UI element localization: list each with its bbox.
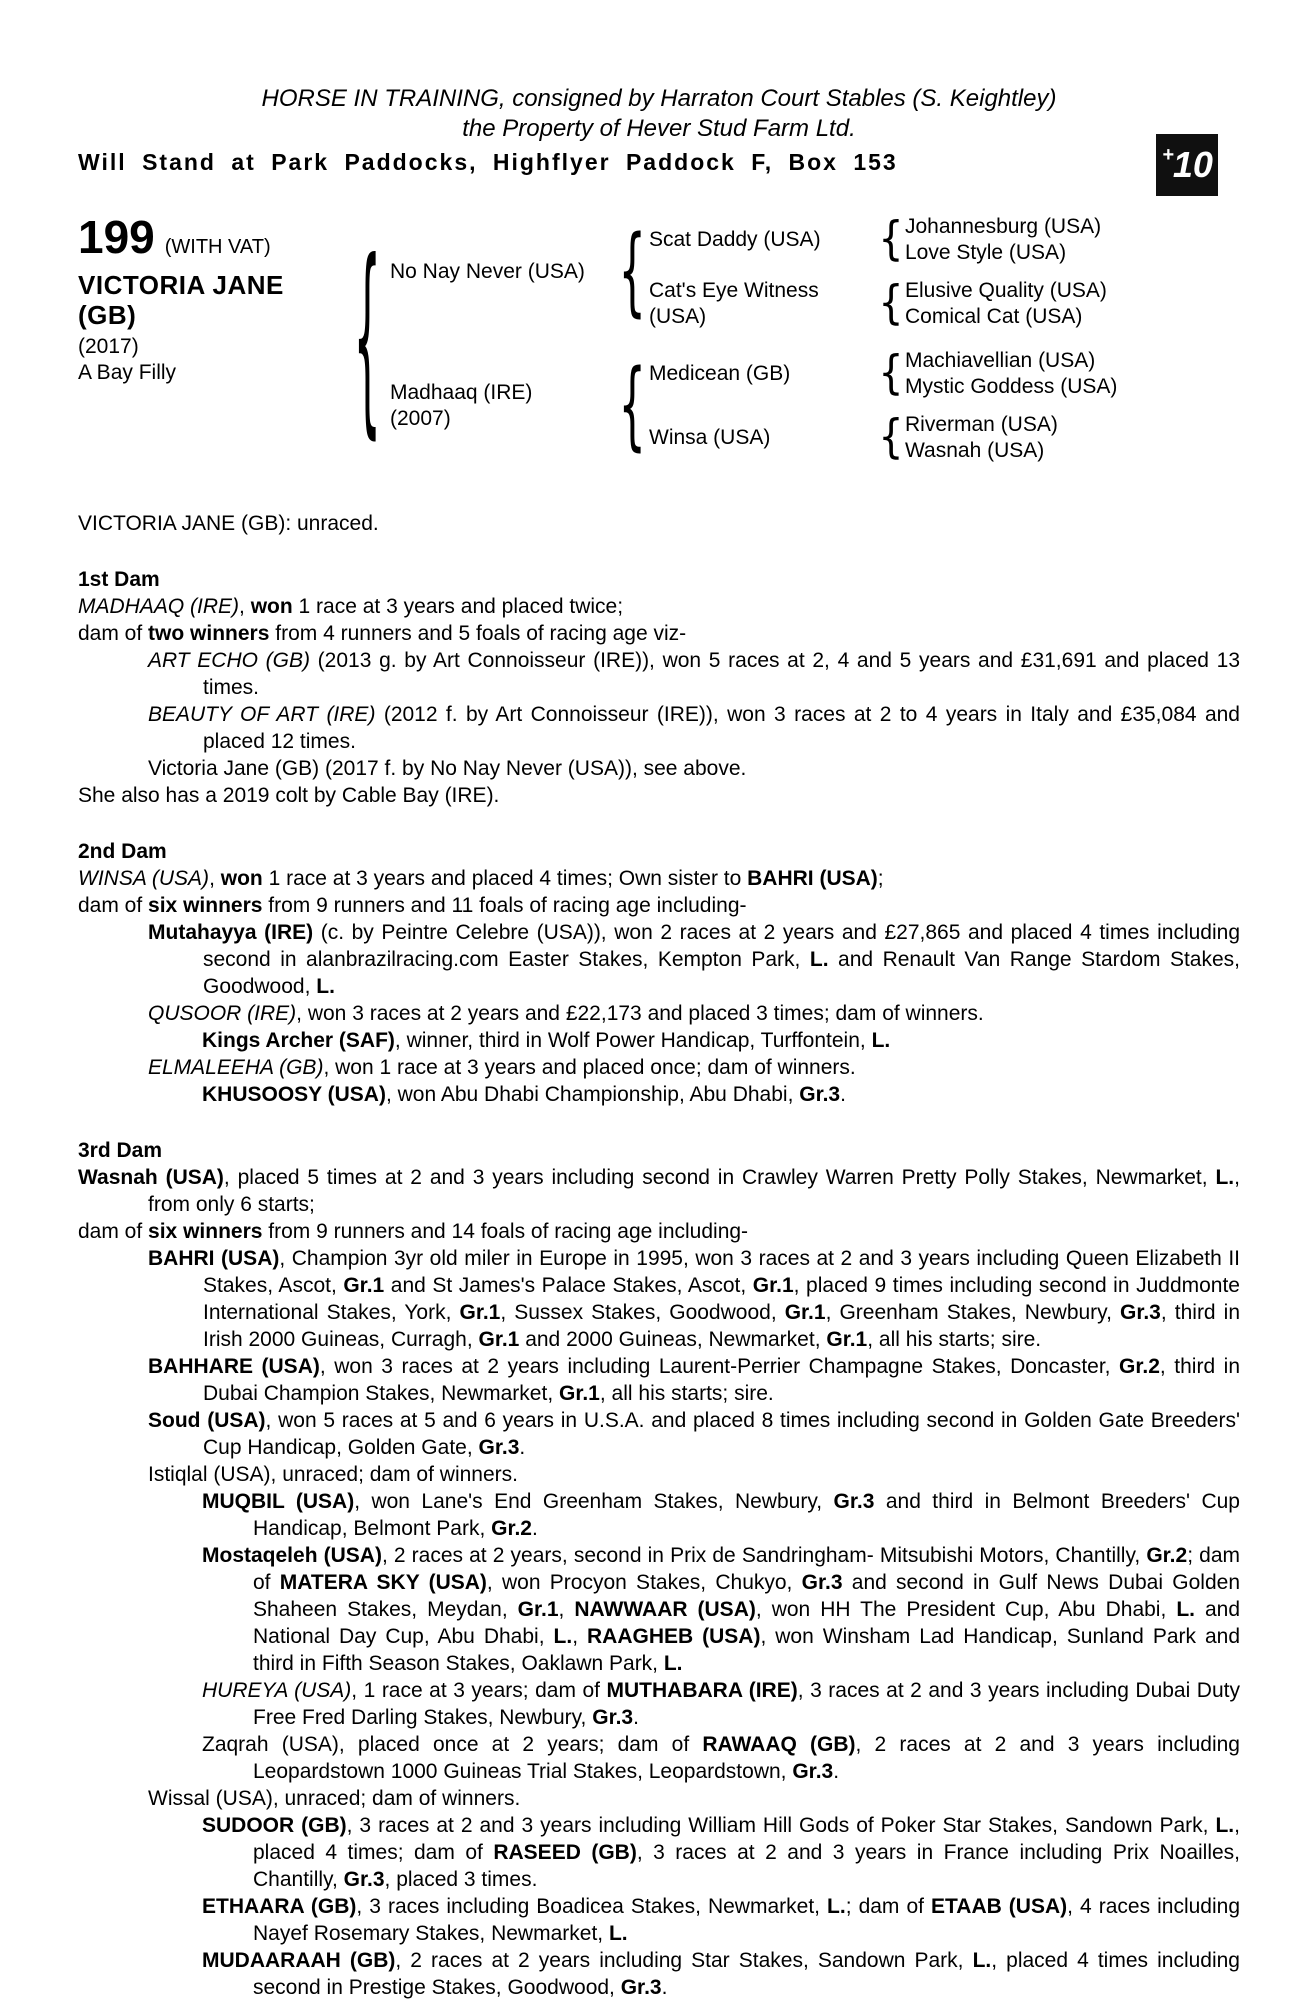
foaling-year: (2017) <box>78 335 139 358</box>
property-line: the Property of Hever Stud Farm Ltd. <box>462 115 856 142</box>
gen3-brace <box>877 361 905 387</box>
body-paragraph: Wissal (USA), unraced; dam of winners. <box>148 1787 521 1810</box>
body-paragraph: dam of two winners from 4 runners and 5 foals of racing age viz- <box>78 622 687 645</box>
body-paragraph: ART ECHO (GB) (2013 g. by Art Connoisseur (IRE)), won 5 races at 2, 4 and 5 years and £31,691 and placed 13 times. <box>148 649 1241 699</box>
dam-name-line: Madhaaq (IRE) <box>390 381 533 404</box>
great-grandparent-name: Comical Cat (USA) <box>905 305 1083 328</box>
body-paragraph: HUREYA (USA), 1 race at 3 years; dam of MUTHABARA (IRE), 3 races at 2 and 3 years including Dubai Duty Free Fred Darling Stakes, Newbury, Gr.3. <box>202 1679 1240 1729</box>
great-grandparent-name: Johannesburg (USA) <box>905 215 1102 238</box>
body-paragraph: BAHHARE (USA), won 3 races at 2 years including Laurent-Perrier Champagne Stakes, Doncaster, Gr.2, third in Dubai Champion Stakes, Newmarket, Gr.1, all his starts; sire. <box>148 1355 1241 1405</box>
horse-name <box>78 270 350 330</box>
body-paragraph: MUDAARAAH (GB), 2 races at 2 years including Star Stakes, Sandown Park, L., placed 4 times including second in Prestige Stakes, Goodwood, Gr.3. <box>202 1949 1240 1999</box>
body-paragraph: BAHRI (USA), Champion 3yr old miler in Europe in 1995, won 3 races at 2 and 3 years including Queen Elizabeth II Stakes, Ascot, Gr.1 and St James's Palace Stakes, Ascot, Gr.1, placed 9 times including second in Juddmonte International Stakes, York, Gr.1, Sussex Stakes, Goodwood, Gr.1, Greenham Stakes, Newbury, Gr.3, third in Irish 2000 Guineas, Curragh, Gr.1 and 2000 Guineas, Newmarket, Gr.1, all his starts; sire. <box>148 1247 1241 1351</box>
badge-number: 10 <box>1172 144 1213 185</box>
plus-sign: + <box>1162 144 1174 166</box>
body-paragraph: WINSA (USA), won 1 race at 3 years and placed 4 times; Own sister to BAHRI (USA); <box>78 867 884 890</box>
grandparent-name: Scat Daddy (USA) <box>649 228 821 251</box>
granddam-group <box>649 412 1240 464</box>
lot-info <box>78 211 350 386</box>
grandparent-name: Medicean (GB) <box>649 362 791 385</box>
gen3-brace <box>877 425 905 451</box>
body-paragraph: Victoria Jane (GB) (2017 f. by No Nay Never (USA)), see above. <box>148 757 747 780</box>
grandsire-group <box>649 348 1240 400</box>
horse-name-suffix: (GB) <box>78 300 137 330</box>
horse-description: A Bay Filly <box>78 361 177 384</box>
body-paragraph: Zaqrah (USA), placed once at 2 years; dam of RAWAAQ (GB), 2 races at 2 and 3 years including Leopardstown 1000 Guineas Trial Stakes, Leopardstown, Gr.3. <box>202 1733 1240 1783</box>
great-grandparent-name: Mystic Goddess (USA) <box>905 375 1118 398</box>
gen3-brace <box>877 227 905 253</box>
great-grandparent-name: Riverman (USA) <box>905 413 1058 436</box>
great-grandparent-name: Elusive Quality (USA) <box>905 279 1107 302</box>
body-paragraph: Mutahayya (IRE) (c. by Peintre Celebre (USA)), won 2 races at 2 years and £27,865 and placed 4 times including second in alanbrazilracing.com Easter Stakes, Kempton Park, L. and Renault Van Range Stardom Stakes, Goodwood, L. <box>148 921 1240 998</box>
body-paragraph: dam of six winners from 9 runners and 11 foals of racing age including- <box>78 894 747 917</box>
great-grandparent-name: Wasnah (USA) <box>905 439 1045 462</box>
body-paragraph: Wasnah (USA), placed 5 times at 2 and 3 years including second in Crawley Warren Pretty Polly Stakes, Newmarket, L., from only 6 starts; <box>78 1166 1240 1216</box>
sire-name: No Nay Never (USA) <box>390 260 585 283</box>
section-heading: 1st Dam <box>78 568 160 591</box>
body-paragraph: Soud (USA), won 5 races at 5 and 6 years in U.S.A. and placed 8 times including second in Golden Gate Breeders' Cup Handicap, Golden Gate, Gr.3. <box>148 1409 1240 1459</box>
body-paragraph: KHUSOOSY (USA), won Abu Dhabi Championship, Abu Dhabi, Gr.3. <box>202 1083 846 1106</box>
body-paragraph: MUQBIL (USA), won Lane's End Greenham Stakes, Newbury, Gr.3 and third in Belmont Breeders' Cup Handicap, Belmont Park, Gr.2. <box>202 1490 1240 1540</box>
lot-number: 199 <box>78 211 155 263</box>
plus10-badge <box>1156 134 1218 196</box>
body-paragraph: ETHAARA (GB), 3 races including Boadicea Stakes, Newmarket, L.; dam of ETAAB (USA), 4 races including Nayef Rosemary Stakes, Newmarket, L. <box>202 1895 1240 1945</box>
dam-parents-brace <box>615 393 649 419</box>
pedigree-text <box>78 510 1240 2000</box>
vat-note: (WITH VAT) <box>164 236 271 258</box>
sire-group <box>384 214 1240 330</box>
consignor-line: HORSE IN TRAINING, consigned by Harraton Court Stables (S. Keightley) <box>261 85 1057 112</box>
body-paragraph: ELMALEEHA (GB), won 1 race at 3 years and placed once; dam of winners. <box>148 1056 856 1079</box>
gen3-brace <box>877 291 905 317</box>
dam-name <box>384 380 615 432</box>
dam-year: (2007) <box>390 407 451 430</box>
body-paragraph: dam of six winners from 9 runners and 14 foals of racing age including- <box>78 1220 749 1243</box>
body-paragraph: She also has a 2019 colt by Cable Bay (IRE). <box>78 784 500 807</box>
section-heading: 3rd Dam <box>78 1139 163 1162</box>
body-paragraph: BEAUTY OF ART (IRE) (2012 f. by Art Connoisseur (IRE)), won 3 races at 2 to 4 years in Italy and £35,084 and placed 12 times. <box>148 703 1240 753</box>
dam-group <box>384 348 1240 464</box>
grandparent-name: Winsa (USA) <box>649 426 771 449</box>
gen1-brace <box>350 326 384 352</box>
body-paragraph: MADHAAQ (IRE), won 1 race at 3 years and placed twice; <box>78 595 624 618</box>
pedigree-table <box>78 211 1240 464</box>
grandsire-group <box>649 214 1240 266</box>
grandparent-name: Cat's Eye Witness (USA) <box>649 279 819 328</box>
body-paragraph: SUDOOR (GB), 3 races at 2 and 3 years including William Hill Gods of Poker Star Stakes, Sandown Park, L., placed 4 times; dam of RASEED (GB), 3 races at 2 and 3 years in France including Prix Noailles, Chantilly, Gr.3, placed 3 times. <box>202 1814 1241 1891</box>
body-paragraph: VICTORIA JANE (GB): unraced. <box>78 512 379 535</box>
great-grandparent-name: Love Style (USA) <box>905 241 1067 264</box>
section-heading: 2nd Dam <box>78 840 167 863</box>
granddam-group <box>649 278 1240 330</box>
body-paragraph: QUSOOR (IRE), won 3 races at 2 years and £22,173 and placed 3 times; dam of winners. <box>148 1002 984 1025</box>
body-paragraph: Kings Archer (SAF), winner, third in Wolf Power Handicap, Turffontein, L. <box>202 1029 891 1052</box>
body-paragraph: Istiqlal (USA), unraced; dam of winners. <box>148 1463 518 1486</box>
body-paragraph: Mostaqeleh (USA), 2 races at 2 years, second in Prix de Sandringham- Mitsubishi Motors, Chantilly, Gr.2; dam of MATERA SKY (USA), won Procyon Stakes, Chukyo, Gr.3 and second in Gulf News Dubai Golden Shaheen Stakes, Meydan, Gr.1, NAWWAAR (USA), won HH The President Cup, Abu Dhabi, L. and National Day Cup, Abu Dhabi, L., RAAGHEB (USA), won Winsham Lad Handicap, Sunland Park and third in Fifth Season Stakes, Oaklawn Park, L. <box>202 1544 1241 1675</box>
horse-name-line1: VICTORIA JANE <box>78 270 284 300</box>
sire-parents-brace <box>615 259 649 285</box>
great-grandparent-name: Machiavellian (USA) <box>905 349 1096 372</box>
stand-location-line: Will Stand at Park Paddocks, Highflyer Paddock F, Box 153 <box>78 149 898 175</box>
